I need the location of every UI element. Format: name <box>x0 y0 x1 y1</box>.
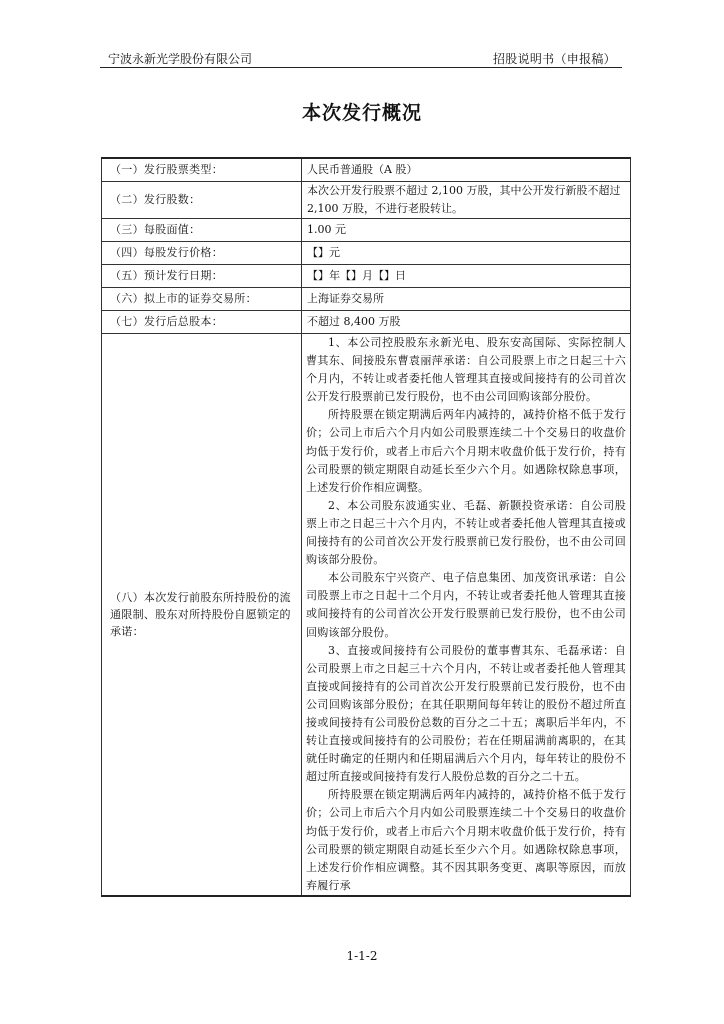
table-row <box>102 219 631 242</box>
row-value: 1.00 元 <box>302 219 631 242</box>
commitment-paragraph: 本公司股东宁兴资产、电子信息集团、加茂资讯承诺：自公司股票上市之日起十二个月内，不转让或者委托他人管理其直接或间接持有的公司首次公开发行股票前已发行股份，也不由公司回购该部分股份。 <box>306 571 626 639</box>
row-label: （八）本次发行前股东所持股份的流通限制、股东对所持股份自愿锁定的承诺： <box>102 334 302 896</box>
header-document-title: 招股说明书（申报稿） <box>492 52 616 66</box>
row-value: 【】元 <box>302 242 631 265</box>
row-value: 人民币普通股（A 股） <box>302 158 631 182</box>
header-company-name: 宁波永新光学股份有限公司 <box>108 52 253 66</box>
table-row <box>102 242 631 265</box>
commitment-paragraph: 2、本公司股东波通实业、毛磊、新颢投资承诺：自公司股票上市之日起三十六个月内，不转让或者委托他人管理其直接或间接持有的公司首次公开发行股票前已发行股份，也不由公司回购该部分股份。 <box>306 498 626 567</box>
table-row <box>102 311 631 334</box>
page-number: 1-1-2 <box>346 949 378 963</box>
offering-overview-table <box>101 157 631 897</box>
row-label: （三）每股面值： <box>102 219 302 242</box>
row-label: （一）发行股票类型： <box>102 158 302 182</box>
row-value: 【】年【】月【】日 <box>302 265 631 288</box>
commitment-paragraph: 3、直接或间接持有公司股份的董事曹其东、毛磊承诺：自公司股票上市之日起三十六个月内，不转让或者委托他人管理其直接或间接持有的公司首次公开发行股票前已发行股份，也不由公司回购该部分股份；在其任职期间每年转让的股份不超过所直接或间接持有公司股份总数的百分之二十五；离职后半年内，不转让直接或间接持有的公司股份；若在任期届满前离职的，在其就任时确定的任期内和任期届满后六个月内，每年转让的股份不超过所直接或间接持有发行人股份总数的百分之二十五。 <box>306 643 626 784</box>
row-value: 上海证券交易所 <box>302 288 631 311</box>
commitment-text-cell <box>302 334 631 896</box>
row-value: 不超过 8,400 万股 <box>302 311 631 334</box>
row-label: （七）发行后总股本： <box>102 311 302 334</box>
table-row <box>102 182 631 219</box>
table-row <box>102 288 631 311</box>
table-row <box>102 265 631 288</box>
page-header <box>100 49 622 68</box>
row-label: （六）拟上市的证券交易所： <box>102 288 302 311</box>
commitment-paragraph: 所持股票在锁定期满后两年内减持的，减持价格不低于发行价；公司上市后六个月内如公司股票连续二十个交易日的收盘价均低于发行价，或者上市后六个月期末收盘价低于发行价，持有公司股票的锁定期限自动延长至少六个月。如遇除权除息事项，上述发行价作相应调整。 <box>306 408 626 494</box>
row-value: 本次公开发行股票不超过 2,100 万股，其中公开发行新股不超过 2,100 万股，不进行老股转让。 <box>302 182 631 219</box>
commitment-paragraph: 1、本公司控股股东永新光电、股东安高国际、实际控制人曹其东、间接股东曹袁丽萍承诺：自公司股票上市之日起三十六个月内，不转让或者委托他人管理其直接或间接持有的公司首次公开发行股票前已发行股份，也不由公司回购该部分股份。 <box>306 336 626 404</box>
row-label: （二）发行股数： <box>102 182 302 219</box>
commitment-paragraph: 所持股票在锁定期满后两年内减持的，减持价格不低于发行价；公司上市后六个月内如公司股票连续二十个交易日的收盘价均低于发行价，或者上市后六个月期末收盘价低于发行价，持有公司股票的锁定期限自动延长至少六个月。如遇除权除息事项，上述发行价作相应调整。其不因其职务变更、离职等原因，而放弃履行承 <box>306 788 626 892</box>
page-title: 本次发行概况 <box>301 102 422 124</box>
row-label: （四）每股发行价格： <box>102 242 302 265</box>
table-row <box>102 158 631 182</box>
table-row-lockup-commitments <box>102 334 631 896</box>
row-label: （五）预计发行日期： <box>102 265 302 288</box>
